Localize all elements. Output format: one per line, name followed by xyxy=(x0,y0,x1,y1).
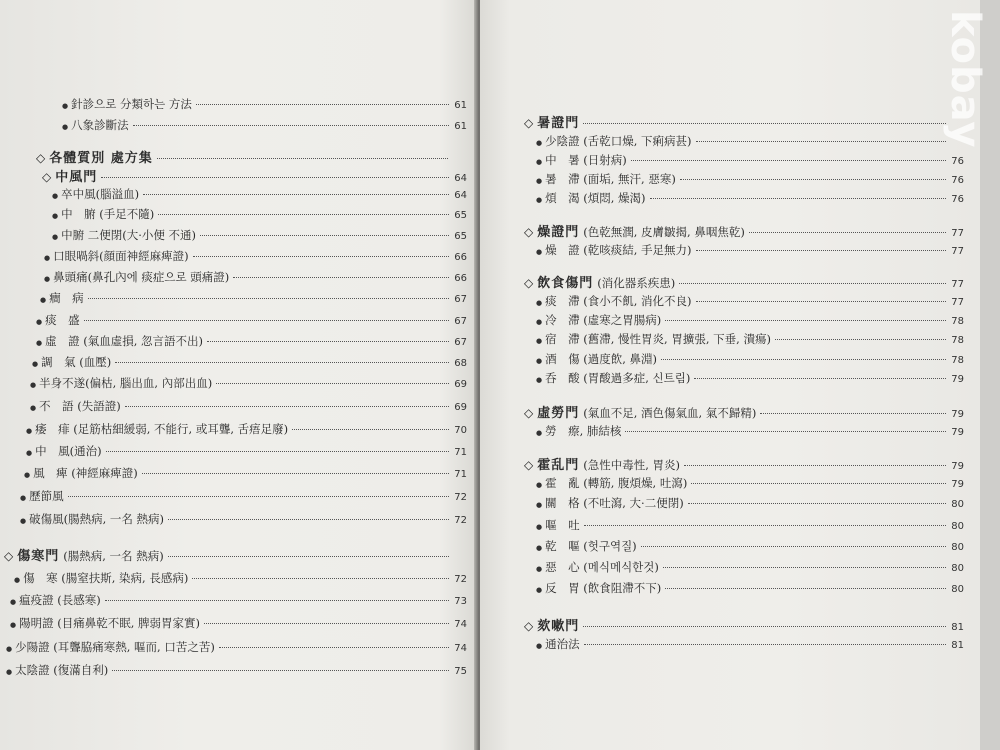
leader-dots xyxy=(665,320,946,321)
contents-entry xyxy=(52,227,467,243)
leader-dots xyxy=(625,431,946,432)
contents-entry xyxy=(536,538,964,554)
leader-dots xyxy=(760,413,946,414)
contents-entry xyxy=(536,293,964,309)
page-number: 69 xyxy=(454,402,467,413)
contents-entry xyxy=(36,333,467,349)
leader-dots xyxy=(661,359,946,360)
contents-entry xyxy=(24,465,467,481)
bullet-icon: ● xyxy=(536,376,543,384)
page-number: 73 xyxy=(454,596,467,607)
entry-label: 飲食傷門 xyxy=(537,276,594,291)
page-number: 68 xyxy=(454,358,467,369)
contents-entry xyxy=(20,511,467,527)
contents-entry xyxy=(44,248,467,264)
entry-label: 虛 證 (氣血虛損, 忽言語不出) xyxy=(45,334,204,348)
entry-label: 風 痺 (神經麻痺證) xyxy=(33,466,138,480)
diamond-icon: ◇ xyxy=(524,458,534,472)
contents-entry xyxy=(10,592,467,608)
diamond-icon: ◇ xyxy=(524,406,534,420)
entry-label: 霍 亂 (轉筋, 腹煩燥, 吐瀉) xyxy=(545,476,688,490)
bullet-icon: ● xyxy=(62,102,69,110)
entry-label: 惡 心 (메식메식한것) xyxy=(545,560,659,574)
leader-dots xyxy=(696,250,946,251)
page-number: 79 xyxy=(951,479,964,490)
bullet-icon: ● xyxy=(536,642,543,650)
leader-dots xyxy=(193,256,449,257)
entry-label: 痰 盛 xyxy=(45,313,80,327)
diamond-icon: ◇ xyxy=(524,619,534,633)
entry-label: 八象診斷法 xyxy=(71,118,129,132)
section-header xyxy=(36,147,466,166)
leader-dots xyxy=(631,160,946,161)
contents-entry xyxy=(6,639,467,655)
leader-dots xyxy=(679,283,946,284)
bullet-icon: ● xyxy=(536,523,543,531)
bullet-icon: ● xyxy=(536,158,543,166)
contents-entry xyxy=(20,488,467,504)
page-number: 79 xyxy=(951,461,964,472)
entry-label: 傷 寒 (腸窒扶斯, 染病, 長感病) xyxy=(23,571,189,585)
bullet-icon: ● xyxy=(536,429,543,437)
entry-label: 少陽證 (耳聾脇痛寒熱, 嘔而, 口苦之苦) xyxy=(15,640,215,654)
contents-entry xyxy=(536,190,964,206)
entry-label: 霍乱門 xyxy=(537,458,580,473)
leader-dots xyxy=(219,647,449,648)
bullet-icon: ● xyxy=(14,576,21,584)
page-number: 65 xyxy=(454,210,467,221)
entry-sublabel: (急性中毒性, 胃炎) xyxy=(583,458,681,472)
leader-dots xyxy=(696,301,946,302)
leader-dots xyxy=(694,378,946,379)
page-number: 67 xyxy=(454,294,467,305)
contents-entry xyxy=(536,559,964,575)
bullet-icon: ● xyxy=(536,299,543,307)
entry-label: 瘟疫證 (長感寒) xyxy=(19,593,101,607)
page-number: 61 xyxy=(454,121,467,132)
bullet-icon: ● xyxy=(536,248,543,256)
leader-dots xyxy=(88,298,449,299)
section-header xyxy=(524,402,964,421)
page-number: 74 xyxy=(454,643,467,654)
entry-label: 乾 嘔 (헛구역질) xyxy=(545,539,637,553)
entry-label: 嘔 吐 xyxy=(545,518,580,532)
leader-dots xyxy=(196,104,449,105)
entry-label: 通治法 xyxy=(545,637,580,651)
entry-label: 虛勞門 xyxy=(537,406,580,421)
leader-dots xyxy=(775,339,946,340)
contents-entry xyxy=(62,117,467,133)
entry-label: 痿 痱 (足筋枯細緩弱, 不能行, 或耳聾, 舌痦足廢) xyxy=(35,422,289,436)
contents-entry xyxy=(536,242,964,258)
leader-dots xyxy=(101,177,449,178)
page-number: 70 xyxy=(454,425,467,436)
entry-label: 燥 證 (乾咳痰結, 手足無力) xyxy=(545,243,692,257)
leader-dots xyxy=(158,214,449,215)
page-number: 75 xyxy=(454,666,467,677)
contents-entry xyxy=(536,517,964,533)
entry-label: 半身不遂(偏枯, 腦出血, 內部出血) xyxy=(39,376,213,390)
diamond-icon: ◇ xyxy=(4,549,14,563)
entry-label: 中 暑 (日射病) xyxy=(545,153,627,167)
bullet-icon: ● xyxy=(44,254,51,262)
page-number: 72 xyxy=(454,492,467,503)
bullet-icon: ● xyxy=(20,517,27,525)
leader-dots xyxy=(112,670,449,671)
contents-entry xyxy=(26,443,467,459)
contents-entry xyxy=(536,636,964,652)
page-number: 80 xyxy=(951,499,964,510)
page-number: 67 xyxy=(454,337,467,348)
entry-label: 歷節風 xyxy=(29,489,64,503)
leader-dots xyxy=(684,465,946,466)
page-number: 80 xyxy=(951,563,964,574)
page-number: 69 xyxy=(454,379,467,390)
bullet-icon: ● xyxy=(24,471,31,479)
right-page xyxy=(480,0,980,750)
leader-dots xyxy=(68,496,449,497)
leader-dots xyxy=(584,525,946,526)
entry-label: 口眼喎斜(顔面神經麻痺證) xyxy=(53,249,189,263)
entry-label: 卒中風(腦溢血) xyxy=(61,187,140,201)
section-header xyxy=(524,454,964,473)
diamond-icon: ◇ xyxy=(524,116,534,130)
diamond-icon: ◇ xyxy=(524,276,534,290)
section-header xyxy=(524,112,964,131)
page-number: 80 xyxy=(951,584,964,595)
entry-label: 中 風(通治) xyxy=(35,444,102,458)
bullet-icon: ● xyxy=(36,318,43,326)
bullet-icon: ● xyxy=(26,449,33,457)
entry-label: 呑 酸 (胃酸過多症, 신트림) xyxy=(545,371,691,385)
page-number: 78 xyxy=(951,335,964,346)
contents-entry xyxy=(536,152,964,168)
leader-dots xyxy=(142,473,449,474)
bullet-icon: ● xyxy=(26,427,33,435)
entry-label: 不 語 (失語證) xyxy=(39,399,121,413)
section-header xyxy=(524,615,964,634)
page-number: 77 xyxy=(951,279,964,290)
page-number: 81 xyxy=(951,622,964,633)
bullet-icon: ● xyxy=(52,212,59,220)
bullet-icon: ● xyxy=(44,275,51,283)
leader-dots xyxy=(688,503,946,504)
entry-label: 破傷風(腸熱病, 一名 熱病) xyxy=(29,512,165,526)
contents-entry xyxy=(62,96,467,112)
bullet-icon: ● xyxy=(52,233,59,241)
page-number: 72 xyxy=(454,515,467,526)
leader-dots xyxy=(84,320,449,321)
entry-label: 陽明證 (目痛鼻乾不眠, 脾弱胃家實) xyxy=(19,616,201,630)
bullet-icon: ● xyxy=(62,123,69,131)
bullet-icon: ● xyxy=(536,565,543,573)
leader-dots xyxy=(584,644,946,645)
contents-entry xyxy=(44,269,467,285)
section-header xyxy=(4,545,467,564)
leader-dots xyxy=(200,235,449,236)
diamond-icon: ◇ xyxy=(524,225,534,239)
leader-dots xyxy=(133,125,449,126)
page-number: 67 xyxy=(454,316,467,327)
page-number: 79 xyxy=(951,374,964,385)
leader-dots xyxy=(663,567,946,568)
entry-label: 各體質別 處方集 xyxy=(49,151,153,166)
leader-dots xyxy=(125,406,449,407)
leader-dots xyxy=(115,362,449,363)
entry-label: 鼻頭痛(鼻孔內에 痰症으로 頭痛證) xyxy=(53,270,230,284)
bullet-icon: ● xyxy=(52,192,59,200)
page-number: 64 xyxy=(454,173,467,184)
page-number: 71 xyxy=(454,447,467,458)
bullet-icon: ● xyxy=(536,177,543,185)
page-number: 79 xyxy=(951,427,964,438)
bullet-icon: ● xyxy=(536,586,543,594)
leader-dots xyxy=(641,546,946,547)
bullet-icon: ● xyxy=(10,598,17,606)
section-header xyxy=(524,221,964,240)
leader-dots xyxy=(168,519,449,520)
bullet-icon: ● xyxy=(536,544,543,552)
leader-dots xyxy=(168,556,449,557)
leader-dots xyxy=(216,383,449,384)
entry-label: 關 格 (不吐瀉, 大·二便閉) xyxy=(545,496,684,510)
entry-sublabel: (氣血不足, 酒色傷氣血, 氣不歸精) xyxy=(583,406,757,420)
diamond-icon: ◇ xyxy=(36,151,46,165)
bullet-icon: ● xyxy=(536,337,543,345)
bullet-icon: ● xyxy=(536,139,543,147)
contents-entry xyxy=(30,375,467,391)
contents-entry xyxy=(32,354,467,370)
entry-label: 中風門 xyxy=(55,170,98,185)
entry-sublabel: (腸熱病, 一名 熱病) xyxy=(63,549,164,563)
entry-label: 欬嗽門 xyxy=(537,619,580,634)
contents-entry xyxy=(536,475,964,491)
entry-label: 暑證門 xyxy=(537,116,580,131)
entry-label: 冷 滯 (虛寒之胃腸病) xyxy=(545,313,662,327)
page-number: 76 xyxy=(951,156,964,167)
page-number: 78 xyxy=(951,316,964,327)
contents-entry xyxy=(14,570,467,586)
bullet-icon: ● xyxy=(40,296,47,304)
bullet-icon: ● xyxy=(30,404,37,412)
entry-label: 針診으로 分類하는 方法 xyxy=(71,97,192,111)
leader-dots xyxy=(207,341,449,342)
entry-label: 中腑 二便閉(大·小便 不通) xyxy=(61,228,197,242)
bullet-icon: ● xyxy=(20,494,27,502)
contents-entry xyxy=(536,351,964,367)
page-number: 71 xyxy=(454,469,467,480)
page-number: 72 xyxy=(454,574,467,585)
leader-dots xyxy=(749,232,946,233)
contents-entry xyxy=(536,495,964,511)
entry-label: 中 腑 (手足不隨) xyxy=(61,207,155,221)
contents-entry xyxy=(40,290,467,306)
contents-entry xyxy=(52,186,467,202)
contents-entry xyxy=(26,421,467,437)
bullet-icon: ● xyxy=(536,501,543,509)
page-number: 61 xyxy=(454,100,467,111)
page-number: 76 xyxy=(951,175,964,186)
page-number: 74 xyxy=(454,619,467,630)
entry-label: 宿 滯 (舊滯, 慢性胃炎, 胃擴張, 下垂, 潰瘍) xyxy=(545,332,771,346)
leader-dots xyxy=(233,277,449,278)
entry-label: 勞 瘵, 肺結核 xyxy=(545,424,622,438)
contents-entry xyxy=(36,312,467,328)
leader-dots xyxy=(204,623,449,624)
page-number: 80 xyxy=(951,521,964,532)
entry-label: 酒 傷 (過度飲, 鼻淵) xyxy=(545,352,658,366)
entry-label: 暑 滯 (面垢, 無汗, 惡寒) xyxy=(545,172,676,186)
contents-entry xyxy=(6,662,467,678)
page-number: 77 xyxy=(951,228,964,239)
entry-label: 調 氣 (血壓) xyxy=(41,355,112,369)
leader-dots xyxy=(192,578,449,579)
page-number: 79 xyxy=(951,409,964,420)
contents-entry xyxy=(536,133,964,149)
entry-label: 反 胃 (飲食阻滯不下) xyxy=(545,581,662,595)
watermark-logo: kobay xyxy=(942,10,988,149)
leader-dots xyxy=(292,429,449,430)
contents-entry xyxy=(536,423,964,439)
contents-entry xyxy=(536,312,964,328)
leader-dots xyxy=(143,194,449,195)
page-number: 64 xyxy=(454,190,467,201)
entry-sublabel: (消化器系疾患) xyxy=(597,276,676,290)
section-header xyxy=(42,166,467,185)
entry-label: 煩 渴 (煩悶, 燥渴) xyxy=(545,191,646,205)
page-number: 66 xyxy=(454,273,467,284)
leader-dots xyxy=(680,179,946,180)
entry-label: 燥證門 xyxy=(537,225,580,240)
entry-label: 癎 病 xyxy=(49,291,84,305)
bullet-icon: ● xyxy=(32,360,39,368)
leader-dots xyxy=(105,600,449,601)
entry-label: 痰 滯 (食小不飢, 消化不良) xyxy=(545,294,692,308)
contents-entry xyxy=(536,370,964,386)
bullet-icon: ● xyxy=(536,196,543,204)
page-number: 65 xyxy=(454,231,467,242)
entry-sublabel: (色乾無潤, 皮膚皺揭, 鼻咽焦乾) xyxy=(583,225,745,239)
page-number: 66 xyxy=(454,252,467,263)
bullet-icon: ● xyxy=(536,481,543,489)
contents-entry xyxy=(10,615,467,631)
section-header xyxy=(524,272,964,291)
entry-label: 傷寒門 xyxy=(17,549,60,564)
page-number: 76 xyxy=(951,194,964,205)
contents-entry xyxy=(536,580,964,596)
entry-label: 少陰證 (舌乾口燥, 下痢病甚) xyxy=(545,134,692,148)
leader-dots xyxy=(583,123,946,124)
bullet-icon: ● xyxy=(10,621,17,629)
bullet-icon: ● xyxy=(30,381,37,389)
bullet-icon: ● xyxy=(6,645,13,653)
page-number: 78 xyxy=(951,355,964,366)
leader-dots xyxy=(696,141,946,142)
page-number: 81 xyxy=(951,640,964,651)
contents-entry xyxy=(536,171,964,187)
left-page xyxy=(0,0,478,750)
bullet-icon: ● xyxy=(536,357,543,365)
bullet-icon: ● xyxy=(6,668,13,676)
page-number: 80 xyxy=(951,542,964,553)
leader-dots xyxy=(665,588,946,589)
page-number: 77 xyxy=(951,297,964,308)
contents-entry xyxy=(536,331,964,347)
leader-dots xyxy=(650,198,946,199)
bullet-icon: ● xyxy=(536,318,543,326)
leader-dots xyxy=(583,626,946,627)
entry-label: 太陰證 (復滿自利) xyxy=(15,663,109,677)
leader-dots xyxy=(157,158,448,159)
leader-dots xyxy=(106,451,449,452)
leader-dots xyxy=(691,483,946,484)
diamond-icon: ◇ xyxy=(42,170,52,184)
bullet-icon: ● xyxy=(36,339,43,347)
contents-entry xyxy=(52,206,467,222)
contents-entry xyxy=(30,398,467,414)
page-number: 77 xyxy=(951,246,964,257)
